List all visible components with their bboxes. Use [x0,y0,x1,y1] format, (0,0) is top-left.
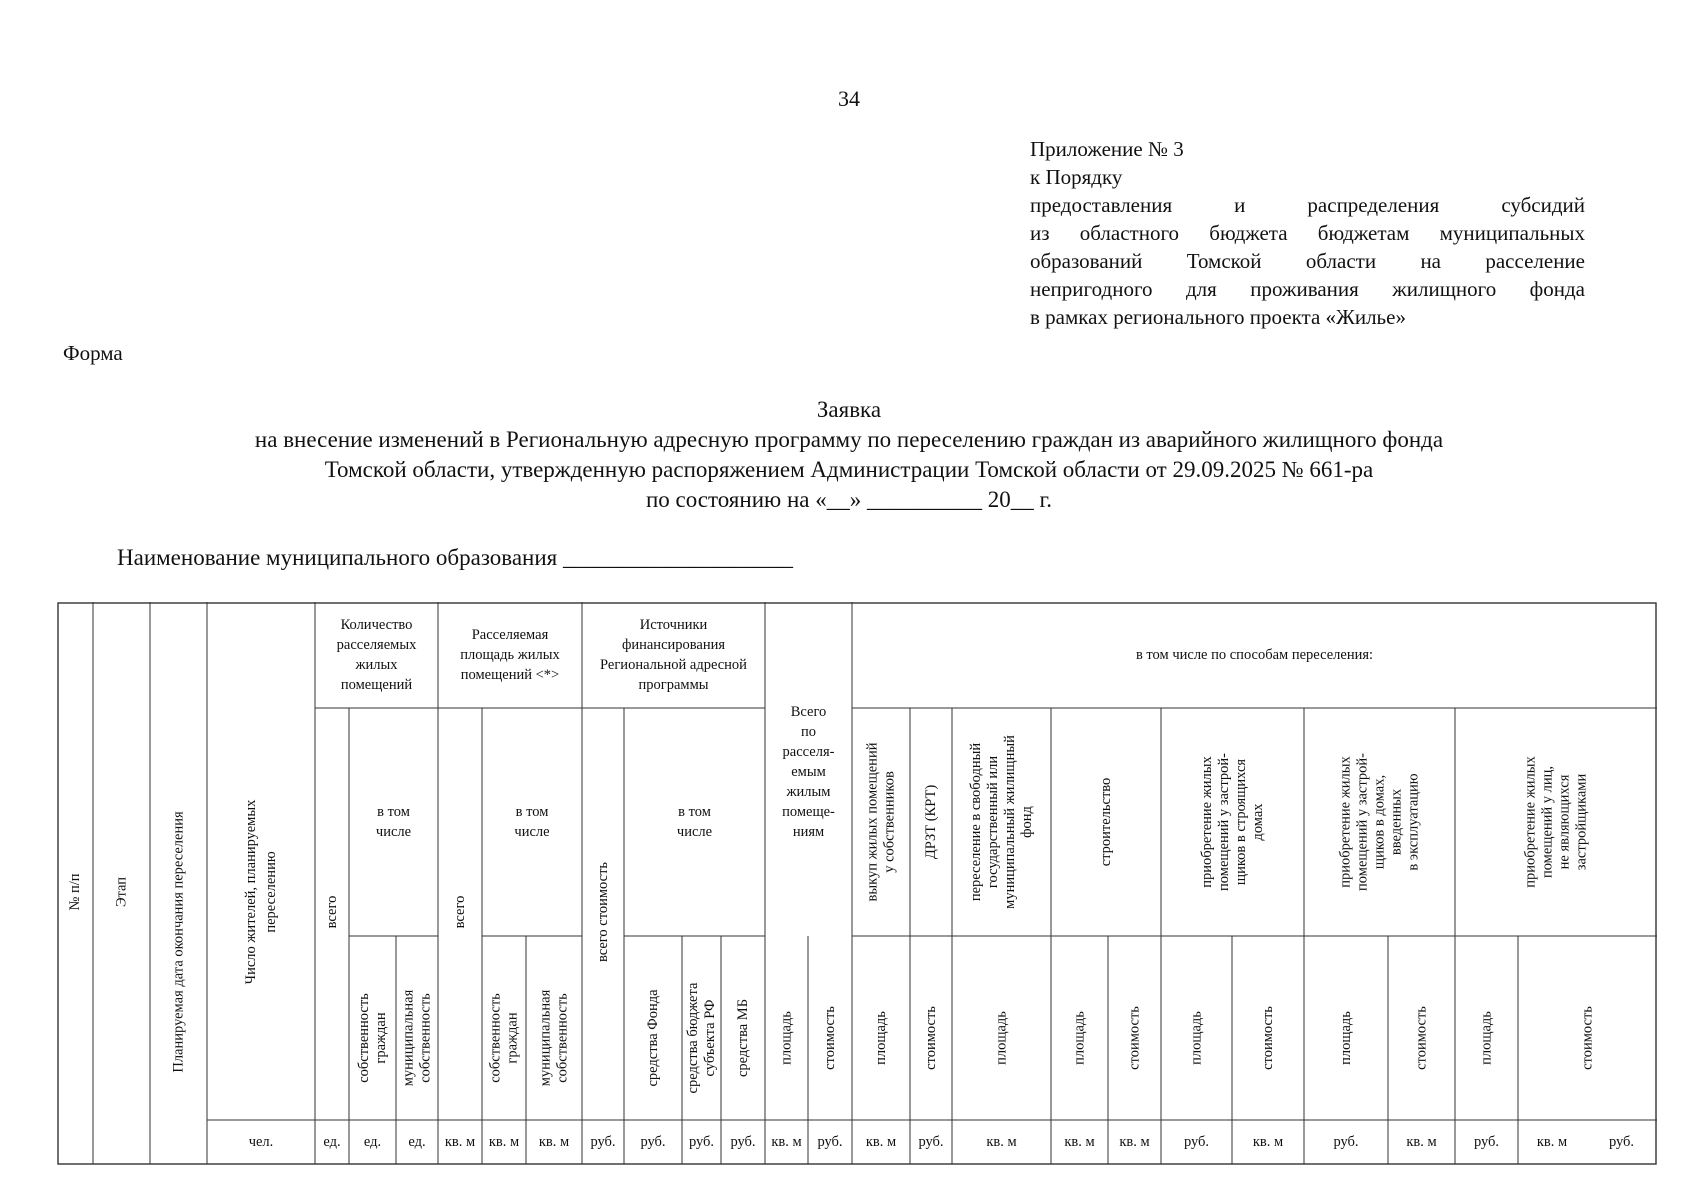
unit-cell: руб. [1473,1134,1500,1150]
col-header-residents: Число жителей, планируемых переселению [243,799,279,985]
unit-cell: руб. [1608,1134,1635,1150]
unit-cell: кв. м [1119,1134,1150,1150]
unit-cell: руб. [590,1134,616,1150]
application-table [57,602,1657,1167]
subheader-including: в том числе [676,804,713,840]
table-border [58,603,1656,1164]
group-header-qty-rooms: Количество расселяемых жилых помещений [336,617,417,693]
col-header-own-citizens: собственностьграждан [356,993,389,1083]
subheader-including: в том числе [514,804,550,840]
col-header-cost: стоимость [822,1006,838,1070]
unit-cell: кв. м [865,1134,897,1150]
method-header-buyout: выкуп жилых помещенийу собственников [864,742,898,902]
col-header-cost: стоимость [1260,1006,1276,1070]
appendix-line: к Порядку [1030,165,1123,189]
col-header-area: площадь [1478,1011,1495,1065]
unit-cell: чел. [248,1134,274,1150]
col-header-cost: стоимость [1579,1006,1596,1070]
appendix-block [1030,135,1585,331]
municipality-field: Наименование муниципального образования ____________________ [117,545,794,570]
col-header-mb-means: средства МБ [735,998,751,1078]
unit-cell: кв. м [1536,1134,1568,1150]
col-header-municipal-own: муниципальнаясобственность [537,989,571,1087]
unit-cell: кв. м [1252,1134,1284,1150]
unit-cell: кв. м [771,1134,802,1150]
unit-cell: кв. м [1064,1134,1095,1150]
title-line: Томской области, утвержденную распоряжением Администрации Томской области от 29.09.2025 № 661-ра [324,457,1374,482]
title-line: Заявка [816,397,882,422]
appendix-line: в рамках регионального проекта «Жилье» [1030,305,1406,329]
page-number: 34 [838,86,860,111]
col-header-area: площадь [1188,1011,1205,1065]
method-header-buy-nondev: приобретение жилыхпомещений у лиц,не являющихсязастройщиками [1522,756,1590,888]
col-header-total: всего [324,895,340,929]
unit-cell: руб. [918,1134,944,1150]
unit-cell: ед. [323,1134,341,1150]
title-line: по состоянию на «__» __________ 20__ г. [645,487,1053,512]
col-header-stage: Этап [113,876,130,908]
col-header-area: площадь [778,1011,795,1065]
col-header-area: площадь [1338,1011,1354,1065]
group-header-sources: Источники финансирования Региональной адресной программы [600,617,747,693]
col-header-subject-budget: средства бюджетасубъекта РФ [685,982,718,1094]
unit-cell: руб. [640,1134,666,1150]
document-title [0,395,1698,515]
title-line: на внесение изменений в Региональную адресную программу по переселению граждан из аварийного жилищного фонда [254,427,1444,452]
subheader-including: в том числе [375,804,412,840]
col-header-total-cost: всего стоимость [595,861,611,963]
appendix-line: предоставления и распределения субсидий [1030,193,1585,217]
col-header-area: площадь [1071,1011,1088,1065]
unit-cell: руб. [688,1134,715,1150]
col-header-cost: стоимость [1126,1006,1143,1070]
method-header-drzt: ДРЗТ (КРТ) [923,784,939,860]
group-header-methods: в том числе по способам переселения: [1135,647,1374,663]
appendix-line: из областного бюджета бюджетам муниципальных [1030,221,1585,245]
unit-cell: кв. м [1406,1134,1437,1150]
method-header-free-fund: переселение в свободныйгосударственный илимуниципальный жилищныйфонд [968,735,1035,909]
col-header-municipal-own: муниципальнаясобственность [400,989,434,1087]
method-header-buy-building: приобретение жилыхпомещений у застрой-щиков в строящихсядомах [1199,753,1266,891]
form-label: Форма [63,341,123,365]
unit-cell: кв. м [488,1134,520,1150]
unit-cell: ед. [363,1134,382,1150]
unit-cell: руб. [817,1134,843,1150]
appendix-line: непригодного для проживания жилищного фонда [1030,277,1585,301]
col-header-fund-means: средства Фонда [645,989,661,1087]
appendix-line: Приложение № 3 [1030,137,1184,161]
unit-cell: руб. [1333,1134,1359,1150]
col-header-area: площадь [873,1011,889,1065]
method-header-buy-commissioned: приобретение жилыхпомещений у застрой-щиков в домах,введенныхв эксплуатацию [1337,753,1422,891]
unit-cell: руб. [730,1134,756,1150]
col-header-num: № п/п [67,873,83,911]
group-header-area-rooms: Расселяемая площадь жилых помещений <*> [460,627,560,683]
unit-cell: кв. м [538,1134,570,1150]
col-header-cost: стоимость [1413,1006,1430,1070]
method-header-construction: строительство [1098,777,1114,867]
col-header-cost: стоимость [923,1006,939,1070]
unit-cell: ед. [408,1134,426,1150]
col-header-total: всего [452,895,468,929]
unit-cell: кв. м [444,1134,476,1150]
col-header-planned-date: Планируемая дата окончания переселения [170,811,187,1073]
col-header-own-citizens: собственностьграждан [487,993,521,1083]
col-header-area: площадь [993,1011,1010,1065]
appendix-line: образований Томской области на расселение [1030,249,1585,273]
group-header-total-area: Всего по расселя-емым жилым помеще-ниям [782,704,835,840]
unit-cell: кв. м [986,1134,1017,1150]
unit-cell: руб. [1183,1134,1210,1150]
